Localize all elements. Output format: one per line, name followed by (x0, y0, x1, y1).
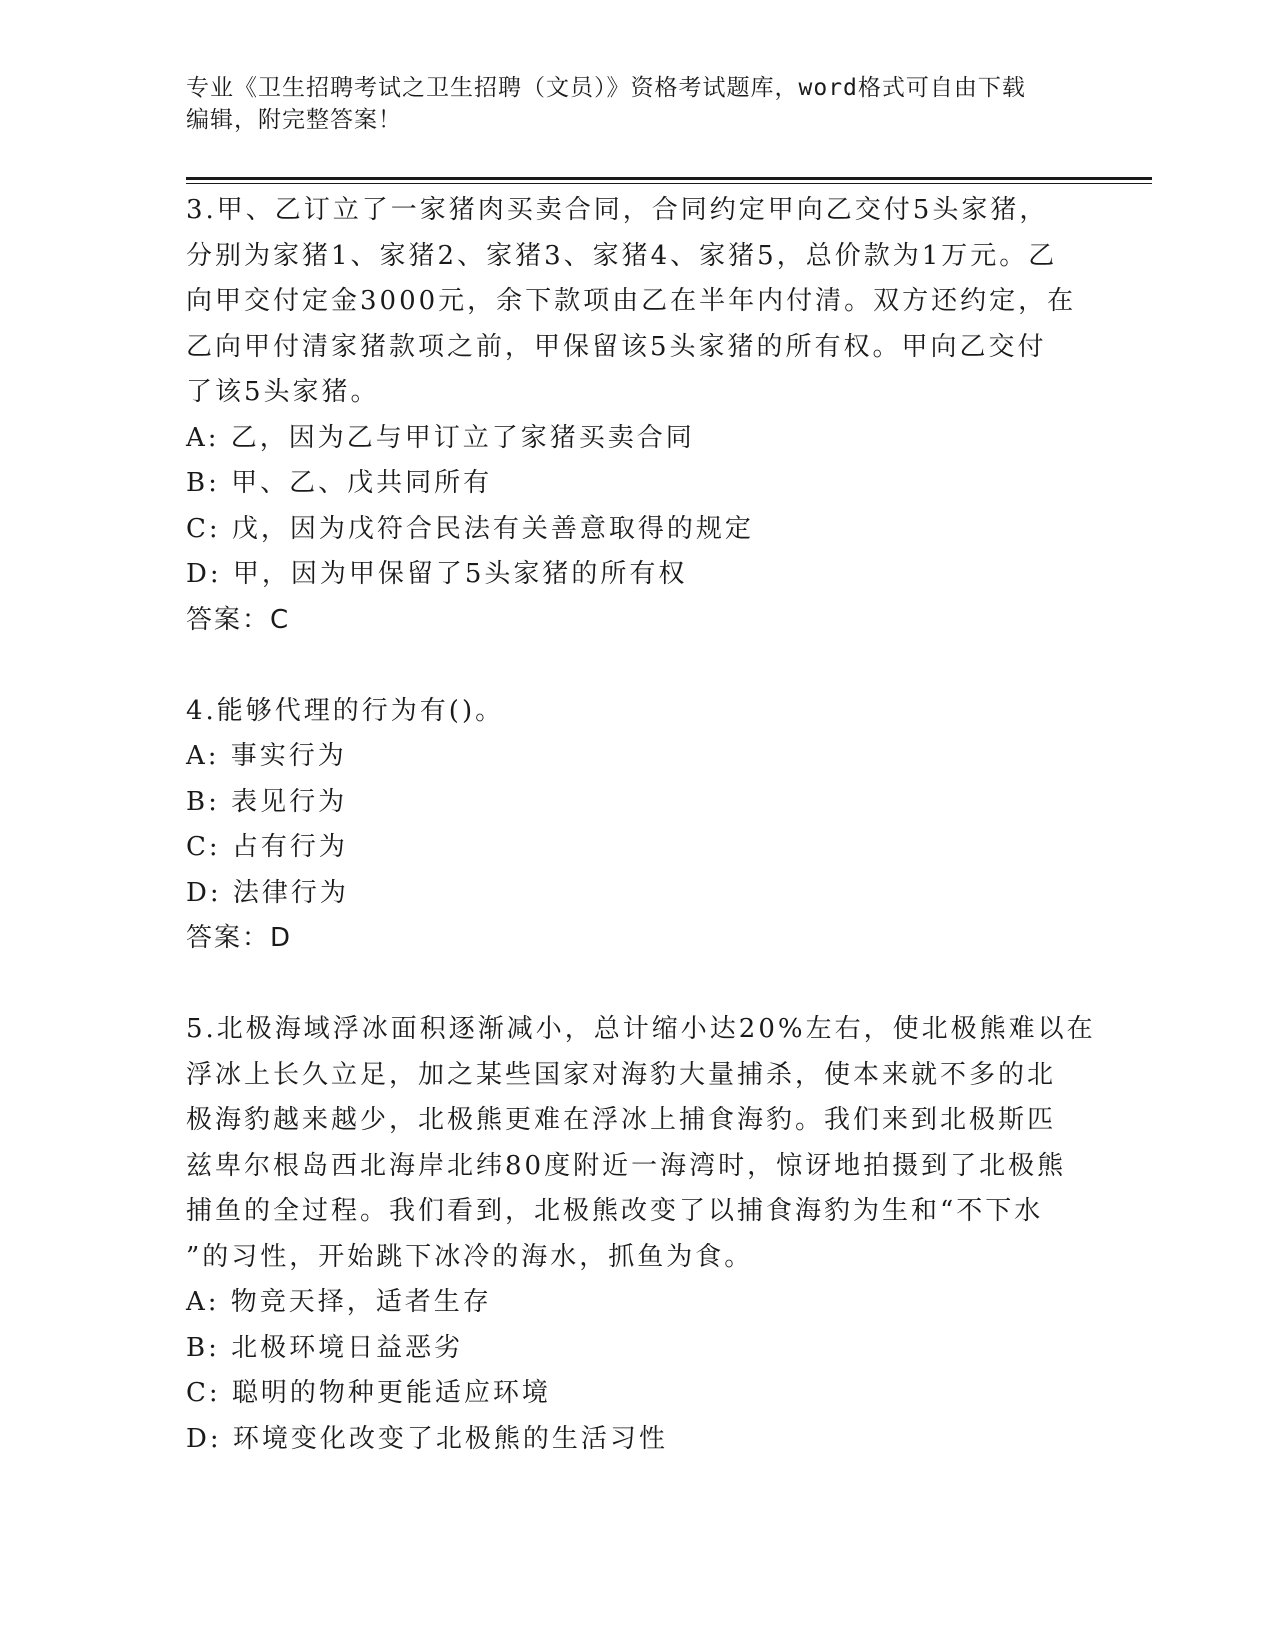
stem-line: ”的习性，开始跳下冰冷的海水，抓鱼为食。 (186, 1241, 754, 1272)
option-c: C: 占有行为 (186, 832, 348, 862)
question-stem (186, 1007, 1096, 1280)
question-spacer (186, 643, 1086, 689)
stem-line: 分别为家猪1、家猪2、家猪3、家猪4、家猪5，总价款为1万元。乙 (186, 240, 1058, 271)
answer-line: 答案：D (186, 923, 293, 953)
stem-line: 兹卑尔根岛西北海岸北纬80度附近一海湾时，惊讶地拍摄到了北极熊 (186, 1150, 1067, 1181)
option-d: D: 环境变化改变了北极熊的生活习性 (186, 1423, 668, 1454)
option-a: A: 物竞天择，适者生存 (186, 1287, 492, 1317)
stem-line: 5.北极海域浮冰面积逐渐减小，总计缩小达20%左右，使北极熊难以在 (186, 1014, 1096, 1044)
stem-line: 极海豹越来越少，北极熊更难在浮冰上捕食海豹。我们来到北极斯匹 (186, 1105, 1057, 1135)
option-d: D: 法律行为 (186, 877, 349, 908)
option-a: A: 事实行为 (186, 741, 347, 771)
header-line-2: 编辑，附完整答案！ (186, 107, 402, 133)
stem-line: 乙向甲付清家猪款项之前，甲保留该5头家猪的所有权。甲向乙交付 (186, 331, 1047, 362)
option-b: B: 甲、乙、戊共同所有 (186, 468, 493, 498)
header-divider-thick (186, 177, 1152, 180)
stem-line: 向甲交付定金3000元，余下款项由乙在半年内付清。双方还约定，在 (186, 286, 1077, 316)
option-b: B: 北极环境日益恶劣 (186, 1332, 464, 1363)
option-c: C: 戊，因为戊符合民法有关善意取得的规定 (186, 513, 754, 544)
stem-line: 4.能够代理的行为有()。 (186, 695, 505, 726)
stem-line: 了该5头家猪。 (186, 377, 380, 407)
stem-line: 浮冰上长久立足，加之某些国家对海豹大量捕杀，使本来就不多的北 (186, 1059, 1057, 1090)
document-header (186, 72, 1086, 136)
question-4 (186, 689, 1086, 962)
option-a: A: 乙，因为乙与甲订立了家猪买卖合同 (186, 422, 695, 453)
question-stem (186, 188, 1086, 416)
stem-line: 3.甲、乙订立了一家猪肉买卖合同，合同约定甲向乙交付5头家猪， (186, 195, 1049, 225)
question-3 (186, 188, 1086, 643)
question-spacer (186, 962, 1086, 1008)
stem-line: 捕鱼的全过程。我们看到，北极熊改变了以捕食海豹为生和“不下水 (186, 1196, 1044, 1226)
answer-line: 答案：C (186, 604, 291, 635)
question-list (186, 188, 1096, 1462)
option-d: D: 甲，因为甲保留了5头家猪的所有权 (186, 559, 688, 589)
option-b: B: 表见行为 (186, 786, 348, 817)
question-5 (186, 1007, 1096, 1462)
header-line-1: 专业《卫生招聘考试之卫生招聘（文员）》资格考试题库，word格式可自由下载 (186, 75, 1026, 101)
option-c: C: 聪明的物种更能适应环境 (186, 1378, 551, 1408)
question-stem (186, 689, 1086, 735)
header-divider-thin (186, 183, 1152, 184)
